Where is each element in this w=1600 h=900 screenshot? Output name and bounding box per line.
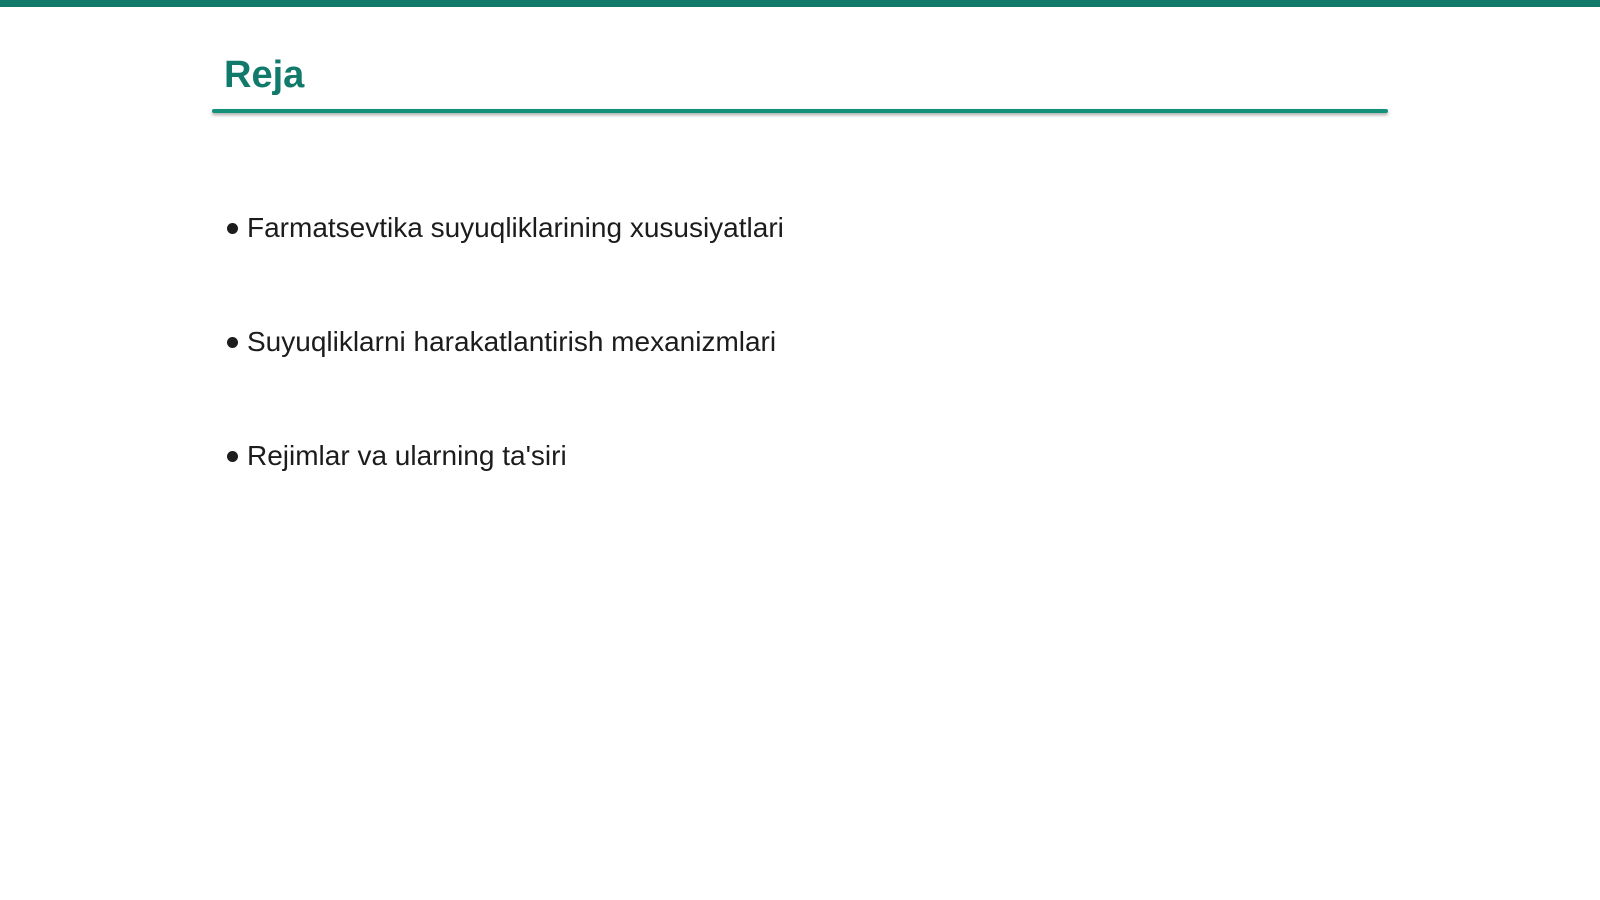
bullet-item bbox=[224, 204, 784, 318]
bullet-dot-icon bbox=[227, 337, 238, 348]
bullet-item bbox=[224, 318, 784, 432]
bullet-dot-icon bbox=[227, 223, 238, 234]
bullet-list bbox=[224, 204, 784, 546]
bullet-item bbox=[224, 432, 784, 546]
slide-title: Reja bbox=[224, 54, 305, 96]
bullet-text: Farmatsevtika suyuqliklarining xususiyatlari bbox=[247, 212, 784, 243]
top-accent-bar bbox=[0, 0, 1600, 7]
bullet-dot-icon bbox=[227, 451, 238, 462]
bullet-text: Suyuqliklarni harakatlantirish mexanizmlari bbox=[247, 326, 777, 357]
bullet-text: Rejimlar va ularning ta'siri bbox=[247, 440, 567, 471]
title-underline bbox=[212, 109, 1388, 113]
